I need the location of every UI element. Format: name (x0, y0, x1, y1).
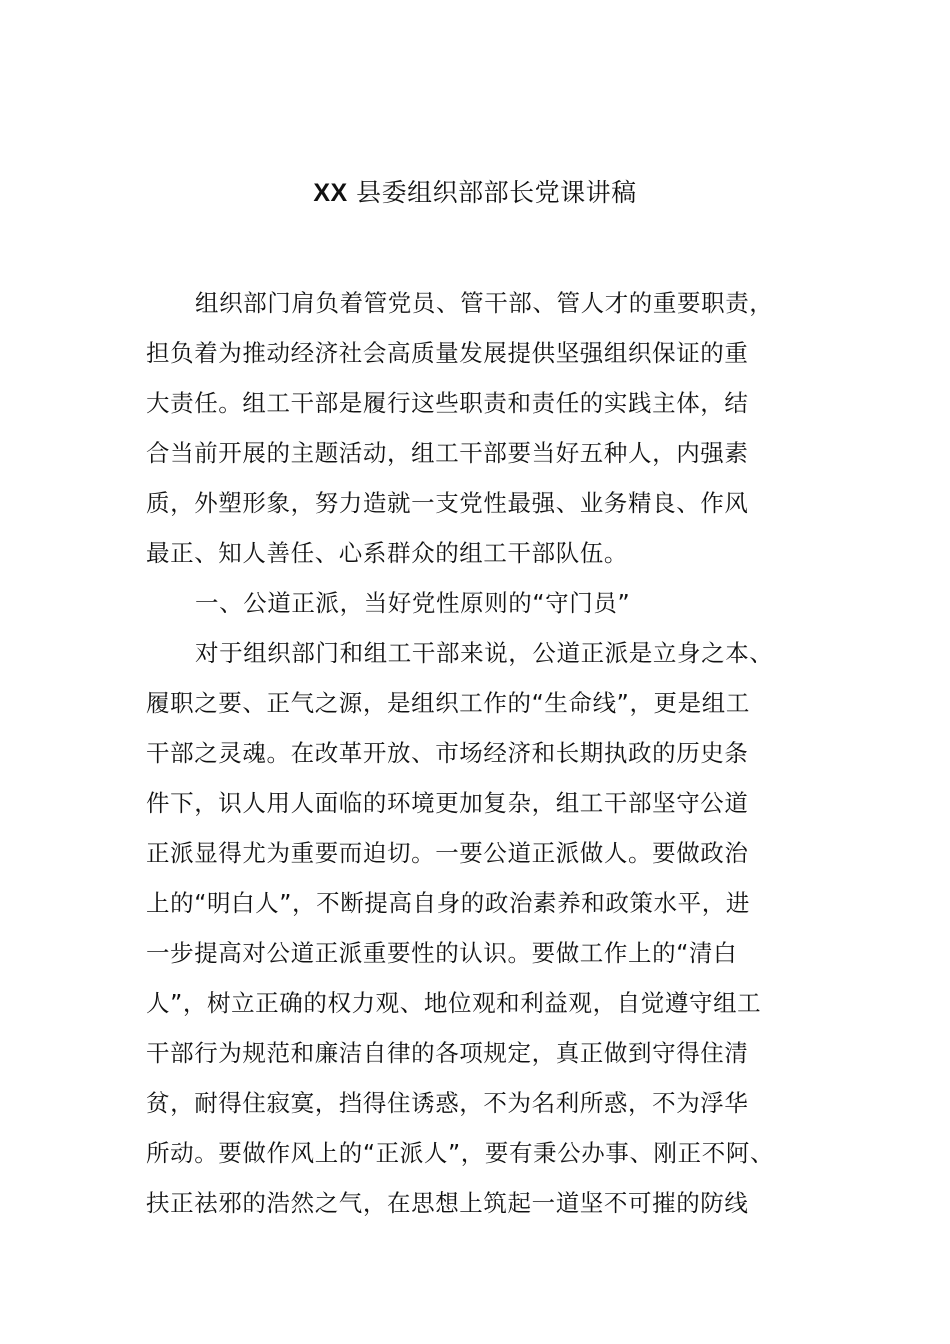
text-line: 所动。要做作风上的“正派人”，要有秉公办事、刚正不阿、 (146, 1139, 775, 1167)
text-line: 最正、知人善任、心系群众的组工干部队伍。 (146, 539, 628, 567)
document-title (0, 173, 950, 213)
text-line: 上的“明白人”，不断提高自身的政治素养和政策水平，进 (146, 889, 750, 917)
intro-paragraph (146, 278, 836, 578)
text-line: 贫，耐得住寂寞，挡得住诱惑，不为名利所惑，不为浮华 (146, 1089, 749, 1117)
text-line: 合当前开展的主题活动，组工干部要当好五种人，内强素 (146, 439, 749, 467)
text-line: 对于组织部门和组工干部来说，公道正派是立身之本、 (195, 639, 774, 667)
text-line: 扶正祛邪的浩然之气，在思想上筑起一道坚不可摧的防线 (146, 1189, 749, 1217)
text-line: 一步提高对公道正派重要性的认识。要做工作上的“清白 (146, 939, 738, 967)
title-text: 县委组织部部长党课讲稿 (356, 177, 637, 207)
text-line: 担负着为推动经济社会高质量发展提供坚强组织保证的重 (146, 339, 749, 367)
text-line: 组织部门肩负着管党员、管干部、管人才的重要职责， (195, 289, 774, 317)
document-body (146, 278, 836, 1228)
title-prefix: XX (313, 178, 348, 207)
text-line: 正派显得尤为重要而迫切。一要公道正派做人。要做政治 (146, 839, 749, 867)
text-line: 件下，识人用人面临的环境更加复杂，组工干部坚守公道 (146, 789, 749, 817)
text-line: 干部行为规范和廉洁自律的各项规定，真正做到守得住清 (146, 1039, 749, 1067)
text-line: 大责任。组工干部是履行这些职责和责任的实践主体，结 (146, 389, 749, 417)
section-paragraph (146, 628, 836, 1228)
section-heading (146, 578, 836, 628)
section-heading-text: 一、公道正派，当好党性原则的“守门员” (195, 589, 631, 617)
text-line: 干部之灵魂。在改革开放、市场经济和长期执政的历史条 (146, 739, 749, 767)
text-line: 履职之要、正气之源，是组织工作的“生命线”，更是组工 (146, 689, 750, 717)
text-line: 人”，树立正确的权力观、地位观和利益观，自觉遵守组工 (146, 989, 762, 1017)
text-line: 质，外塑形象，努力造就一支党性最强、业务精良、作风 (146, 489, 749, 517)
